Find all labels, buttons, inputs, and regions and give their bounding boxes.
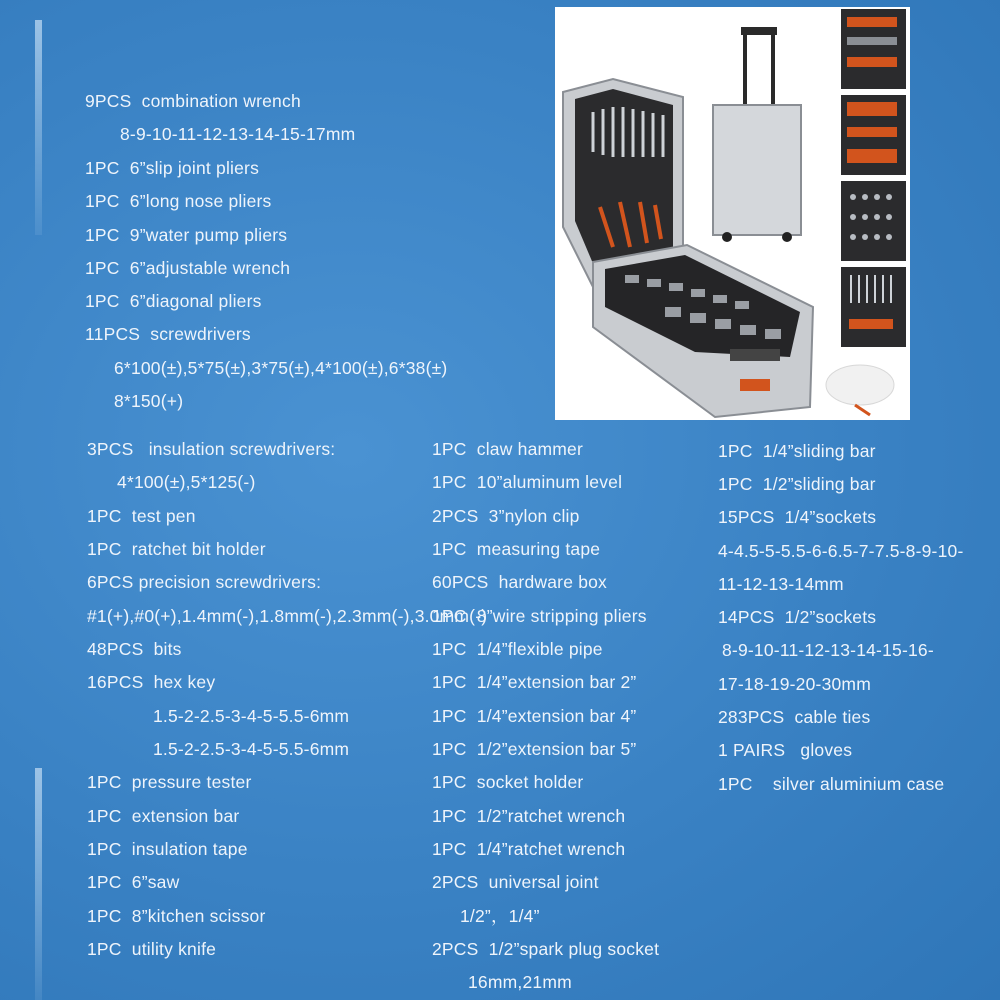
list-item: 1.5-2-2.5-3-4-5-5.5-6mm	[153, 739, 350, 759]
list-item: 48PCS bits	[87, 639, 182, 659]
list-item: 16mm,21mm	[468, 972, 572, 992]
list-item: 11PCS screwdrivers	[85, 324, 251, 344]
list-item: 14PCS 1/2”sockets	[718, 607, 877, 627]
list-item: 1PC insulation tape	[87, 839, 248, 859]
tool-case-photo	[555, 7, 910, 420]
list-item: 1PC 1/2”ratchet wrench	[432, 806, 626, 826]
list-item: 1PC utility knife	[87, 939, 217, 959]
list-item: 1PC pressure tester	[87, 772, 252, 792]
list-item: 1PC 1/4”flexible pipe	[432, 639, 603, 659]
list-item: 1PC 1/4”sliding bar	[718, 441, 876, 461]
list-item: 1PC measuring tape	[432, 539, 601, 559]
list-item: 1PC 1/2”sliding bar	[718, 474, 876, 494]
list-item: 4*100(±),5*125(-)	[117, 472, 256, 492]
list-item: 4-4.5-5-5.5-6-6.5-7-7.5-8-9-10-	[718, 541, 964, 561]
list-item: 3PCS insulation screwdrivers:	[87, 439, 336, 459]
list-item: #1(+),#0(+),1.4mm(-),1.8mm(-),2.3mm(-),3.0mm(-)	[87, 606, 488, 626]
list-item: 9PCS combination wrench	[85, 91, 301, 111]
list-item: 60PCS hardware box	[432, 572, 608, 592]
list-item: 15PCS 1/4”sockets	[718, 507, 877, 527]
list-item: 1PC 6”long nose pliers	[85, 191, 272, 211]
list-item: 1PC 1/4”extension bar 4”	[432, 706, 637, 726]
list-item: 1PC claw hammer	[432, 439, 584, 459]
list-item: 1PC 1/4”extension bar 2”	[432, 672, 637, 692]
list-item: 11-12-13-14mm	[718, 574, 844, 594]
list-item: 8-9-10-11-12-13-14-15-16-	[722, 640, 934, 660]
accent-bar-top	[35, 20, 42, 235]
list-item: 1PC 6”adjustable wrench	[85, 258, 291, 278]
list-item: 1PC 8”kitchen scissor	[87, 906, 266, 926]
list-item: 1PC ratchet bit holder	[87, 539, 266, 559]
list-item: 1/2”，1/4”	[460, 906, 540, 926]
accent-bar-bottom	[35, 768, 42, 1000]
list-item: 6*100(±),5*75(±),3*75(±),4*100(±),6*38(±)	[114, 358, 448, 378]
list-item: 1PC 8”wire stripping pliers	[432, 606, 647, 626]
list-item: 1PC 1/4”ratchet wrench	[432, 839, 626, 859]
list-item: 1PC silver aluminium case	[718, 774, 945, 794]
list-item: 1PC 9”water pump pliers	[85, 225, 288, 245]
list-item: 8-9-10-11-12-13-14-15-17mm	[120, 124, 356, 144]
list-item: 1.5-2-2.5-3-4-5-5.5-6mm	[153, 706, 350, 726]
list-item: 1PC test pen	[87, 506, 196, 526]
list-item: 1PC extension bar	[87, 806, 240, 826]
list-item: 2PCS universal joint	[432, 872, 599, 892]
list-item: 6PCS precision screwdrivers:	[87, 572, 322, 592]
list-item: 2PCS 3”nylon clip	[432, 506, 580, 526]
list-item: 1PC 6”slip joint pliers	[85, 158, 260, 178]
list-item: 1PC 1/2”extension bar 5”	[432, 739, 637, 759]
list-item: 17-18-19-20-30mm	[718, 674, 871, 694]
list-item: 8*150(+)	[114, 391, 184, 411]
list-item: 283PCS cable ties	[718, 707, 871, 727]
list-item: 1PC 6”saw	[87, 872, 180, 892]
list-item: 1PC socket holder	[432, 772, 584, 792]
list-item: 2PCS 1/2”spark plug socket	[432, 939, 660, 959]
list-item: 1PC 6”diagonal pliers	[85, 291, 262, 311]
list-item: 16PCS hex key	[87, 672, 216, 692]
list-item: 1 PAIRS gloves	[718, 740, 853, 760]
list-item: 1PC 10”aluminum level	[432, 472, 623, 492]
